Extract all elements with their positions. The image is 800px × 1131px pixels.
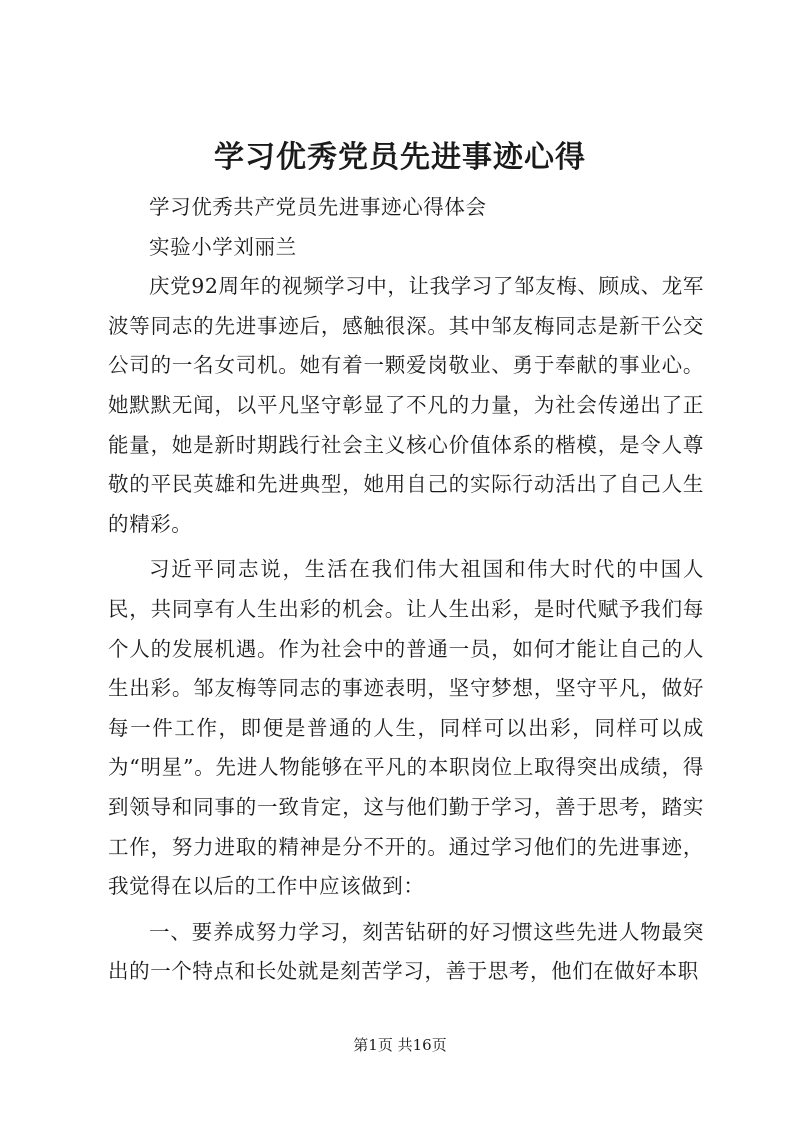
- document-body: [108, 188, 704, 992]
- author-line: 实验小学刘丽兰: [149, 234, 297, 259]
- subtitle: 学习优秀共产党员先进事迹心得体会: [149, 195, 487, 219]
- document-title: 学习优秀党员先进事迹心得: [214, 140, 586, 175]
- paragraph-1: 庆党92周年的视频学习中，让我学习了邹友梅、顾成、龙军波等同志的先进事迹后，感触很深。其中邹友梅同志是新干公交公司的一名女司机。她有着一颗爱岗敬业、勇于奉献的事业心。她默默无闻，以平凡坚守彰显了不凡的力量，为社会传递出了正能量，她是新时期践行社会主义核心价值体系的楷模，是令人尊敬的平民英雄和先进典型，她用自己的实际行动活出了自己人生的精彩。: [108, 274, 704, 536]
- paragraph-2: 习近平同志说，生活在我们伟大祖国和伟大时代的中国人民，共同享有人生出彩的机会。让人生出彩，是时代赋予我们每个人的发展机遇。作为社会中的普通一员，如何才能让自己的人生出彩。邹友梅等同志的事迹表明，坚守梦想，坚守平凡，做好每一件工作，即便是普通的人生，同样可以出彩，同样可以成为“明星”。先进人物能够在平凡的本职岗位上取得突出成绩，得到领导和同事的一致肯定，这与他们勤于学习，善于思考，踏实工作，努力进取的精神是分不开的。通过学习他们的先进事迹，我觉得在以后的工作中应该做到：: [108, 557, 704, 899]
- page-footer: 第1页 共16页: [353, 1036, 447, 1054]
- paragraph-3: 一、要养成努力学习，刻苦钻研的好习惯这些先进人物最突出的一个特点和长处就是刻苦学习，善于思考，他们在做好本职: [108, 919, 704, 984]
